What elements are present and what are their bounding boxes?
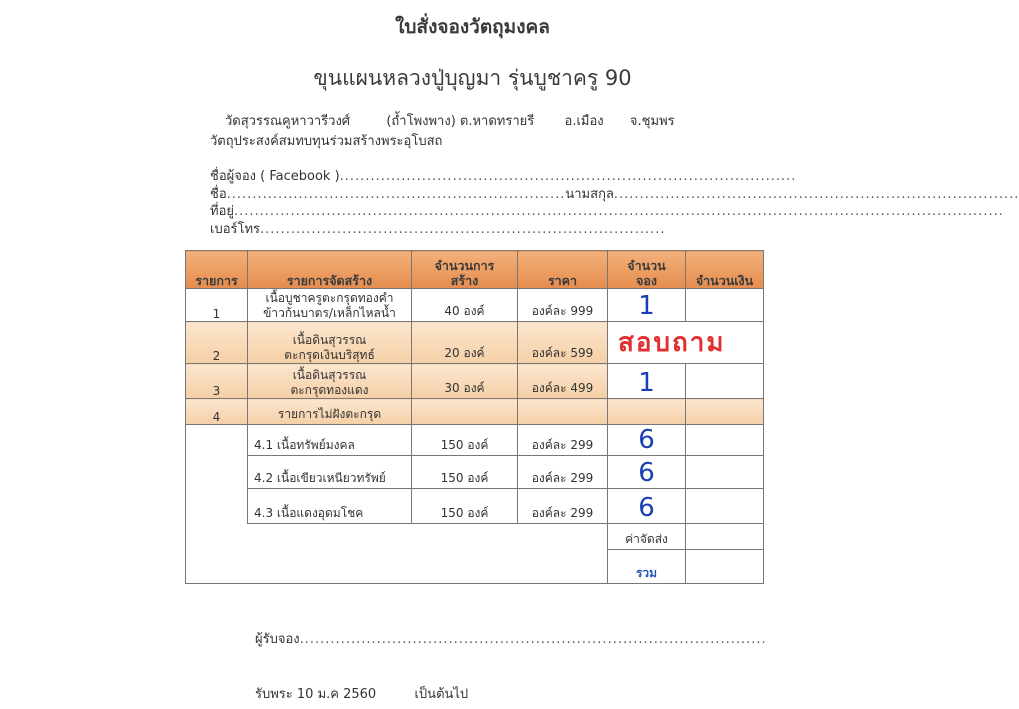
surname-dots: ............................................................................... bbox=[613, 187, 1019, 202]
row-qty-value: สอบถาม bbox=[618, 328, 726, 358]
subrow-qty[interactable] bbox=[608, 489, 686, 524]
row-price: องค์ละ 599 bbox=[518, 322, 608, 364]
row-price: องค์ละ 999 bbox=[518, 289, 608, 322]
row-no: 2 bbox=[186, 322, 248, 364]
total-amount[interactable] bbox=[686, 550, 764, 584]
subrow-count: 150 องค์ bbox=[412, 456, 518, 489]
subrow-desc: 4.3 เนื้อแดงอุดมโชค bbox=[248, 489, 412, 524]
subrow-price: องค์ละ 299 bbox=[518, 456, 608, 489]
address-label: ที่อยู่ bbox=[210, 204, 234, 219]
shipping-row bbox=[186, 524, 764, 550]
subrow-qty-value: 6 bbox=[638, 493, 655, 523]
facebook-label: ชื่อผู้จอง ( Facebook ) bbox=[210, 169, 340, 184]
col-amount: จำนวนเงิน bbox=[686, 251, 764, 289]
row-price: องค์ละ 499 bbox=[518, 364, 608, 399]
order-table bbox=[185, 250, 764, 584]
subrow-price: องค์ละ 299 bbox=[518, 489, 608, 524]
row-qty[interactable] bbox=[608, 322, 764, 364]
facebook-dots: ......................................................................................... bbox=[339, 169, 797, 184]
row-qty[interactable] bbox=[608, 289, 686, 322]
subrow-count: 150 องค์ bbox=[412, 489, 518, 524]
table-subrow bbox=[186, 425, 764, 456]
pickup-date: รับพระ 10 ม.ค 2560 bbox=[255, 687, 377, 702]
row-desc-line2: ข้าวก้นบาตร/เหล็กไหลน้ำ bbox=[263, 306, 396, 320]
surname-label: นามสกุล bbox=[565, 187, 614, 202]
subrow-qty[interactable] bbox=[608, 456, 686, 489]
col-qty-label: จำนวนจอง bbox=[627, 258, 666, 288]
temple-name: วัดสุวรรณคูหาวารีวงศ์ bbox=[225, 114, 351, 129]
table-row bbox=[186, 399, 764, 425]
row-no: 4 bbox=[186, 399, 248, 425]
row-desc bbox=[248, 289, 412, 322]
row-desc-line1: เนื้อดินสุวรรณ bbox=[292, 333, 367, 347]
row-desc: รายการไม่ฝังตะกรุด bbox=[248, 399, 412, 425]
subrow-price: องค์ละ 299 bbox=[518, 425, 608, 456]
pickup-line bbox=[255, 683, 468, 704]
receiver-line bbox=[255, 628, 767, 649]
address-dots: ...................................................................................................................................................... bbox=[234, 204, 1004, 219]
subrow-desc: 4.2 เนื้อเขียวเหนียวทรัพย์ bbox=[248, 456, 412, 489]
row-desc bbox=[248, 322, 412, 364]
row-desc-line2: ตะกรุดทองแดง bbox=[290, 383, 369, 397]
subrow-qty-value: 6 bbox=[638, 458, 655, 488]
subrow-amount[interactable] bbox=[686, 456, 764, 489]
row-desc-line2: ตะกรุดเงินบริสุทธ์ bbox=[284, 348, 375, 362]
row-desc-line1: เนื้อดินสุวรรณ bbox=[292, 368, 367, 382]
temple-location: (ถ้ำโพงพาง) ต.หาดทรายรี bbox=[386, 114, 535, 129]
subrow-count: 150 องค์ bbox=[412, 425, 518, 456]
subrow-desc: 4.1 เนื้อทรัพย์มงคล bbox=[248, 425, 412, 456]
total-label: รวม bbox=[608, 550, 686, 584]
shipping-amount[interactable] bbox=[686, 524, 764, 550]
receiver-label: ผู้รับจอง bbox=[255, 632, 300, 647]
table-row bbox=[186, 364, 764, 399]
row-count: 30 องค์ bbox=[412, 364, 518, 399]
table-subrow bbox=[186, 456, 764, 489]
row-amount[interactable] bbox=[686, 289, 764, 322]
col-count bbox=[412, 251, 518, 289]
purpose-line: วัตถุประสงค์สมทบทุนร่วมสร้างพระอุโบสถ bbox=[210, 134, 443, 149]
row-desc-line1: เนื้อบูชาครูตะกรุดทองคำ bbox=[265, 291, 394, 305]
form-subtitle: ขุนแผนหลวงปู่บุญมา รุ่นบูชาครู 90 bbox=[313, 66, 632, 90]
col-price: ราคา bbox=[518, 251, 608, 289]
row-count: 40 องค์ bbox=[412, 289, 518, 322]
row-qty[interactable] bbox=[608, 364, 686, 399]
row-no: 1 bbox=[186, 289, 248, 322]
table-subrow bbox=[186, 489, 764, 524]
col-desc: รายการจัดสร้าง bbox=[248, 251, 412, 289]
temple-line bbox=[225, 110, 675, 131]
row-qty-value: 1 bbox=[638, 368, 655, 398]
col-item: รายการ bbox=[186, 251, 248, 289]
total-row bbox=[186, 550, 764, 584]
phone-field bbox=[210, 218, 666, 239]
table-row bbox=[186, 322, 764, 364]
col-count-label: จำนวนการสร้าง bbox=[434, 258, 495, 288]
temple-district: อ.เมือง bbox=[564, 114, 604, 129]
pickup-from: เป็นต้นไป bbox=[414, 687, 469, 702]
row-count: 20 องค์ bbox=[412, 322, 518, 364]
table-header-row bbox=[186, 251, 764, 289]
subrow-amount[interactable] bbox=[686, 425, 764, 456]
phone-label: เบอร์โทร bbox=[210, 222, 261, 237]
row-qty-value: 1 bbox=[638, 291, 655, 321]
name-label: ชื่อ bbox=[210, 187, 227, 202]
col-qty bbox=[608, 251, 686, 289]
row-amount[interactable] bbox=[686, 364, 764, 399]
subrow-qty[interactable] bbox=[608, 425, 686, 456]
receiver-dots: ........................................................................................... bbox=[299, 632, 767, 647]
table-row bbox=[186, 289, 764, 322]
subrow-qty-value: 6 bbox=[638, 425, 655, 455]
shipping-label: ค่าจัดส่ง bbox=[608, 524, 686, 550]
phone-dots: ............................................................................... bbox=[260, 222, 666, 237]
temple-province: จ.ชุมพร bbox=[629, 114, 675, 129]
name-dots: .................................................................. bbox=[226, 187, 566, 202]
row-desc bbox=[248, 364, 412, 399]
form-title: ใบสั่งจองวัตถุมงคล bbox=[395, 16, 550, 38]
subrow-amount[interactable] bbox=[686, 489, 764, 524]
row-no: 3 bbox=[186, 364, 248, 399]
